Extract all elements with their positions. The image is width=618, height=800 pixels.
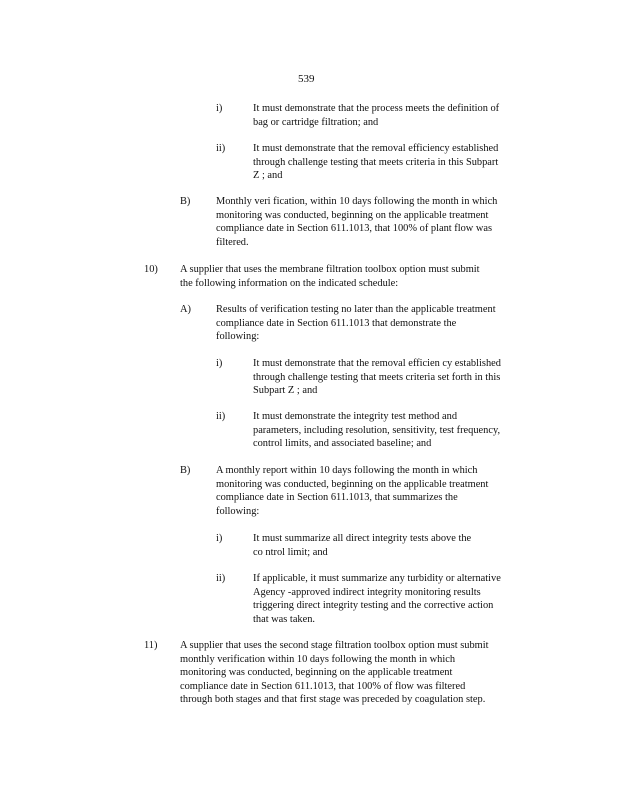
item-marker: ii) — [216, 143, 226, 154]
item-text — [180, 263, 525, 290]
text-line: compliance date in Section 611.1013, that summarizes the — [216, 492, 458, 504]
text-line: control limits, and associated baseline; and — [253, 438, 432, 450]
text-line: that was taken. — [253, 613, 316, 625]
item-text — [253, 357, 538, 398]
text-line: monitoring was conducted, beginning on the applicable treatment — [180, 667, 453, 679]
text-line: A supplier that uses the second stage filtration toolbox option must submit — [180, 640, 489, 651]
text-line: Agency -approved indirect integrity monitoring results — [253, 586, 481, 598]
text-line: It must demonstrate that the removal efficiency established — [253, 143, 499, 154]
text-line: Results of verification testing no later than the applicable treatment — [216, 304, 496, 315]
text-line: It must demonstrate that the process meets the definition of — [253, 103, 500, 114]
text-line: It must demonstrate that the removal efficien cy established — [253, 358, 501, 369]
text-line: parameters, including resolution, sensitivity, test frequency, — [253, 424, 501, 436]
item-text — [216, 303, 536, 344]
text-line: compliance date in Section 611.1013, that 100% of plant flow was — [216, 223, 493, 235]
text-line: co ntrol limit; and — [253, 546, 328, 558]
text-line: Monthly veri fication, within 10 days following the month in which — [216, 196, 498, 207]
item-marker: 11) — [144, 640, 158, 651]
item-marker: B) — [180, 196, 191, 207]
text-line: through challenge testing that meets criteria set forth in this — [253, 371, 501, 383]
item-text — [253, 572, 533, 626]
text-line: through both stages and that first stage was preceded by coagulation step. — [180, 694, 486, 706]
text-line: the following information on the indicated schedule: — [180, 277, 399, 289]
item-marker: i) — [216, 103, 223, 114]
text-line: It must demonstrate the integrity test method and — [253, 411, 458, 422]
text-line: filtered. — [216, 236, 249, 248]
text-line: It must summarize all direct integrity tests above the — [253, 533, 472, 544]
item-marker: ii) — [216, 573, 226, 584]
item-text — [216, 464, 526, 518]
item-marker: B) — [180, 465, 191, 476]
text-line: monthly verification within 10 days following the month in which — [180, 653, 456, 665]
item-text — [253, 532, 508, 559]
text-line: If applicable, it must summarize any turbidity or alternative — [253, 573, 501, 584]
text-line: triggering direct integrity testing and the corrective action — [253, 600, 494, 612]
text-line: A monthly report within 10 days following the month in which — [216, 465, 478, 476]
item-marker: ii) — [216, 411, 226, 422]
text-line: compliance date in Section 611.1013 that demonstrate the — [216, 317, 457, 329]
item-text — [253, 410, 531, 451]
text-line: monitoring was conducted, beginning on the applicable treatment — [216, 478, 489, 490]
item-marker: i) — [216, 533, 223, 544]
text-line: Z ; and — [253, 170, 283, 182]
text-line: following: — [216, 505, 260, 517]
item-marker: 10) — [144, 264, 158, 275]
text-line: Subpart Z ; and — [253, 385, 318, 397]
item-marker: A) — [180, 304, 191, 315]
text-line: following: — [216, 331, 260, 343]
text-line: compliance date in Section 611.1013, that 100% of flow was filtered — [180, 680, 466, 692]
page-number: 539 — [298, 73, 315, 85]
item-text — [180, 639, 535, 707]
item-text — [253, 142, 538, 183]
text-line: bag or cartridge filtration; and — [253, 116, 379, 128]
text-line: through challenge testing that meets criteria in this Subpart — [253, 156, 499, 168]
item-marker: i) — [216, 358, 223, 369]
text-line: monitoring was conducted, beginning on the applicable treatment — [216, 209, 489, 221]
item-text — [216, 195, 536, 249]
item-text — [253, 102, 538, 129]
text-line: A supplier that uses the membrane filtration toolbox option must submit — [180, 264, 480, 275]
